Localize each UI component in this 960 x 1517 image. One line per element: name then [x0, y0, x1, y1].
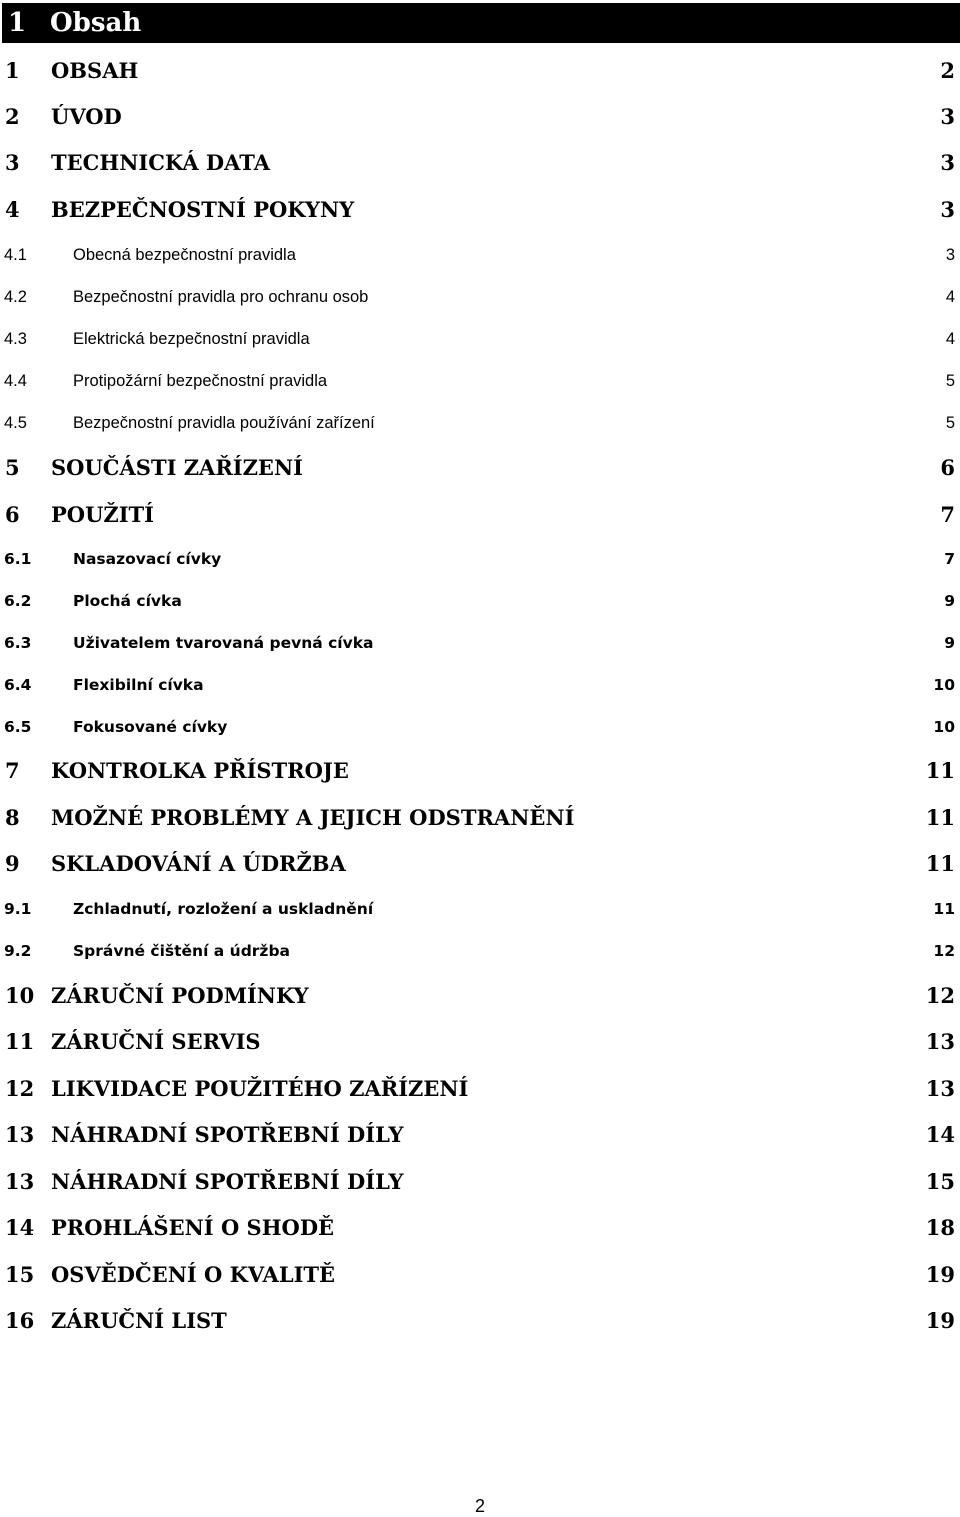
toc-entry-label: Obecná bezpečnostní pravidla: [73, 246, 296, 264]
toc-entry-page: 2: [940, 58, 955, 83]
toc-entry-label: ZÁRUČNÍ SERVIS: [51, 1029, 261, 1054]
toc-entry-page: 10: [933, 718, 955, 736]
toc-entry-label: Fokusované cívky: [73, 718, 228, 736]
toc-entry[interactable]: [0, 803, 960, 833]
toc-entry-page: 12: [933, 942, 955, 960]
toc-entry-page: 9: [944, 634, 955, 652]
toc-entry-number: 8: [5, 805, 20, 830]
toc-entry-label: SKLADOVÁNÍ A ÚDRŽBA: [51, 851, 346, 876]
toc-entry-label: Uživatelem tvarovaná pevná cívka: [73, 634, 374, 652]
page-number: [0, 1496, 960, 1517]
toc-entry-label: LIKVIDACE POUŽITÉHO ZAŘÍZENÍ: [51, 1076, 469, 1101]
toc-entry-page: 19: [925, 1308, 955, 1333]
toc-entry-number: 5: [5, 455, 20, 480]
toc-entry-page: 3: [940, 150, 955, 175]
toc-entry-label: Nasazovací cívky: [73, 550, 222, 568]
toc-entry-page: 18: [925, 1215, 955, 1240]
toc-entry-number: 14: [5, 1215, 35, 1240]
toc-entry[interactable]: [0, 1074, 960, 1104]
toc-subentry[interactable]: [0, 547, 960, 571]
toc-entry-label: NÁHRADNÍ SPOTŘEBNÍ DÍLY: [51, 1122, 404, 1147]
toc-entry-label: ZÁRUČNÍ LIST: [51, 1308, 227, 1333]
toc-entry-page: 3: [940, 197, 955, 222]
toc-entry-label: Zchladnutí, rozložení a uskladnění: [73, 900, 374, 918]
toc-entry[interactable]: [0, 453, 960, 483]
toc-subentry[interactable]: [0, 285, 960, 309]
toc-subentry[interactable]: [0, 673, 960, 697]
toc-entry-number: 4.4: [4, 372, 27, 390]
toc-entry-label: TECHNICKÁ DATA: [51, 150, 271, 175]
toc-entry-number: 4: [5, 197, 20, 222]
toc-entry-number: 4.5: [4, 414, 27, 432]
toc-entry-number: 9: [5, 851, 20, 876]
toc-subentry[interactable]: [0, 939, 960, 963]
toc-entry-page: 6: [940, 455, 955, 480]
toc-entry-number: 12: [5, 1076, 35, 1101]
toc-entry-number: 7: [5, 758, 20, 783]
toc-entry-page: 14: [925, 1122, 955, 1147]
toc-subentry[interactable]: [0, 631, 960, 655]
toc-entry-number: 13: [5, 1169, 35, 1194]
toc-entry-number: 6.2: [4, 592, 32, 610]
toc-entry-number: 6.5: [4, 718, 32, 736]
toc-entry-label: SOUČÁSTI ZAŘÍZENÍ: [51, 455, 303, 480]
toc-entry-page: 5: [945, 372, 955, 390]
toc-subentry[interactable]: [0, 243, 960, 267]
toc-entry-label: MOŽNÉ PROBLÉMY A JEJICH ODSTRANĚNÍ: [51, 805, 575, 830]
toc-entry-label: NÁHRADNÍ SPOTŘEBNÍ DÍLY: [51, 1169, 404, 1194]
toc-entry[interactable]: [0, 849, 960, 879]
toc-entry-page: 9: [944, 592, 955, 610]
toc-entry-number: 4.3: [4, 330, 27, 348]
toc-entry[interactable]: [0, 1120, 960, 1150]
toc-entry-label: Bezpečnostní pravidla používání zařízení: [73, 414, 375, 432]
toc-entry-page: 3: [940, 104, 955, 129]
toc-entry-label: ÚVOD: [51, 104, 122, 129]
toc-entry-label: Bezpečnostní pravidla pro ochranu osob: [73, 288, 369, 306]
toc-entry-number: 3: [5, 150, 20, 175]
toc-entry-number: 13: [5, 1122, 35, 1147]
toc-entry[interactable]: [0, 195, 960, 225]
toc-subentry[interactable]: [0, 715, 960, 739]
toc-subentry[interactable]: [0, 411, 960, 435]
toc-entry-number: 11: [5, 1029, 35, 1054]
toc-entry-label: Protipožární bezpečnostní pravidla: [73, 372, 328, 390]
toc-entry[interactable]: [0, 1306, 960, 1336]
toc-entry-page: 11: [925, 851, 955, 876]
toc-entry-label: BEZPEČNOSTNÍ POKYNY: [51, 197, 355, 222]
toc-entry-label: POUŽITÍ: [51, 502, 155, 527]
toc-entry-number: 10: [5, 983, 35, 1008]
toc-entry-number: 2: [5, 104, 20, 129]
section-heading: [2, 3, 960, 43]
toc-entry-label: Flexibilní cívka: [73, 676, 204, 694]
toc-entry-number: 16: [5, 1308, 35, 1333]
toc-entry-page: 13: [925, 1029, 955, 1054]
toc-subentry[interactable]: [0, 897, 960, 921]
toc-entry-label: Správné čištění a údržba: [73, 942, 291, 960]
page-number-text: 2: [474, 1496, 485, 1516]
toc-entry-label: PROHLÁŠENÍ O SHODĚ: [51, 1215, 335, 1240]
toc-subentry[interactable]: [0, 589, 960, 613]
toc-entry[interactable]: [0, 148, 960, 178]
toc-entry[interactable]: [0, 981, 960, 1011]
toc-entry[interactable]: [0, 1213, 960, 1243]
toc-entry-label: OSVĚDČENÍ O KVALITĚ: [51, 1262, 336, 1287]
toc-entry-page: 11: [925, 758, 955, 783]
toc-entry-label: Elektrická bezpečnostní pravidla: [73, 330, 310, 348]
toc-entry-number: 6.3: [4, 634, 32, 652]
toc-entry-label: KONTROLKA PŘÍSTROJE: [51, 758, 349, 783]
toc-entry-page: 5: [945, 414, 955, 432]
toc-entry-page: 12: [925, 983, 955, 1008]
toc-entry-number: 1: [5, 58, 20, 83]
toc-entry-number: 9.2: [4, 942, 32, 960]
toc-entry-number: 6.4: [4, 676, 32, 694]
toc-entry-page: 11: [925, 805, 955, 830]
toc-entry-page: 13: [925, 1076, 955, 1101]
toc-entry-number: 6: [5, 502, 20, 527]
toc-entry-page: 11: [933, 900, 955, 918]
section-title: Obsah: [50, 8, 142, 38]
toc-entry-number: 4.2: [4, 288, 27, 306]
toc-entry[interactable]: [0, 56, 960, 86]
toc-entry[interactable]: [0, 1260, 960, 1290]
section-number: 1: [8, 8, 27, 38]
toc-entry-number: 15: [5, 1262, 35, 1287]
toc-entry-label: Plochá cívka: [73, 592, 182, 610]
toc-entry-label: OBSAH: [51, 58, 139, 83]
toc-entry-number: 9.1: [4, 900, 32, 918]
toc-entry-number: 4.1: [4, 246, 27, 264]
toc-entry-label: ZÁRUČNÍ PODMÍNKY: [51, 983, 309, 1008]
toc-subentry[interactable]: [0, 327, 960, 351]
toc-entry-page: 4: [945, 288, 955, 306]
toc-entry-page: 19: [925, 1262, 955, 1287]
toc-entry[interactable]: [0, 500, 960, 530]
toc-subentry[interactable]: [0, 369, 960, 393]
toc-entry-page: 15: [925, 1169, 955, 1194]
toc-entry[interactable]: [0, 1027, 960, 1057]
toc-entry-page: 4: [945, 330, 955, 348]
toc-entry[interactable]: [0, 1167, 960, 1197]
toc-entry[interactable]: [0, 756, 960, 786]
toc-entry-page: 10: [933, 676, 955, 694]
toc-entry-page: 7: [940, 502, 955, 527]
toc-entry-page: 3: [945, 246, 955, 264]
toc-entry-number: 6.1: [4, 550, 32, 568]
toc-entry[interactable]: [0, 102, 960, 132]
toc-entry-page: 7: [944, 550, 955, 568]
